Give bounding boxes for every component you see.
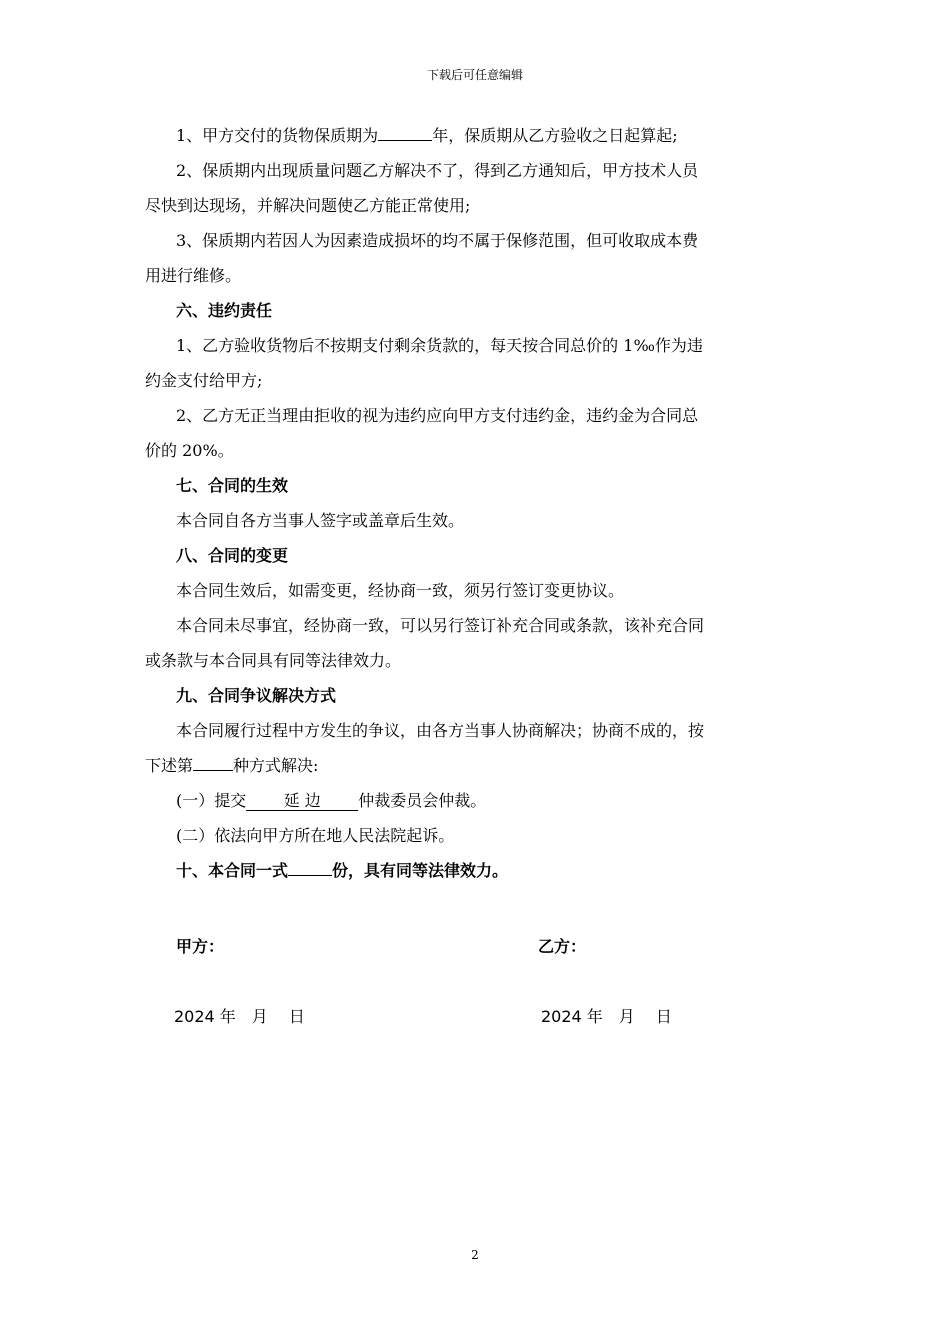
dispute-option-1: (一）提交 延 边 仲裁委员会仲裁。 (176, 791, 487, 810)
party-a-label: 甲方： (176, 937, 225, 956)
section-heading-dispute: 九、合同争议解决方式 (176, 686, 337, 705)
warranty-clause-3-line1: 3、保质期内若因人为因素造成损坏的均不属于保修范围，但可收取成本费 (176, 231, 699, 250)
header-note: 下载后可任意编辑 (426, 68, 523, 82)
section-heading-breach: 六、违约责任 (176, 301, 273, 320)
breach-clause-1-line1: 1、乙方验收货物后不按期支付剩余货款的，每天按合同总价的 1‰作为违 (176, 336, 703, 355)
breach-clause-1-line2: 约金支付给甲方; (145, 371, 263, 390)
section-heading-copies: 十、本合同一式 份，具有同等法律效力。 (176, 861, 509, 880)
warranty-clause-2-line2: 尽快到达现场，并解决问题使乙方能正常使用; (145, 196, 471, 215)
breach-clause-2-line2: 价的 20%。 (145, 441, 234, 460)
warranty-clause-1: 1、甲方交付的货物保质期为 年，保质期从乙方验收之日起算起; (176, 126, 678, 145)
section-heading-effect: 七、合同的生效 (176, 476, 289, 495)
party-a-date: 2024 年 月 日 (174, 1007, 305, 1026)
arbitration-place: 延 边 (246, 792, 358, 811)
blank-method-number (193, 770, 233, 771)
blank-copies-count (288, 875, 332, 876)
change-clause-1: 本合同生效后，如需变更，经协商一致，须另行签订变更协议。 (176, 581, 625, 600)
effect-clause: 本合同自各方当事人签字或盖章后生效。 (176, 511, 465, 530)
warranty-clause-3-line2: 用进行维修。 (145, 266, 242, 285)
page-number: 2 (471, 1248, 479, 1262)
dispute-option-2: (二）依法向甲方所在地人民法院起诉。 (176, 826, 455, 845)
breach-clause-2-line1: 2、乙方无正当理由拒收的视为违约应向甲方支付违约金，违约金为合同总 (176, 406, 699, 425)
blank-warranty-years (378, 140, 432, 141)
change-clause-2-line2: 或条款与本合同具有同等法律效力。 (145, 651, 402, 670)
section-heading-change: 八、合同的变更 (176, 546, 289, 565)
dispute-clause-line1: 本合同履行过程中方发生的争议，由各方当事人协商解决；协商不成的，按 (176, 721, 705, 740)
warranty-clause-2-line1: 2、保质期内出现质量问题乙方解决不了，得到乙方通知后，甲方技术人员 (176, 161, 699, 180)
party-b-label: 乙方： (538, 937, 587, 956)
party-b-date: 2024 年 月 日 (541, 1007, 672, 1026)
change-clause-2-line1: 本合同未尽事宜，经协商一致，可以另行签订补充合同或条款，该补充合同 (176, 616, 705, 635)
dispute-clause-line2: 下述第 种方式解决: (145, 756, 319, 775)
contract-body (145, 118, 805, 888)
